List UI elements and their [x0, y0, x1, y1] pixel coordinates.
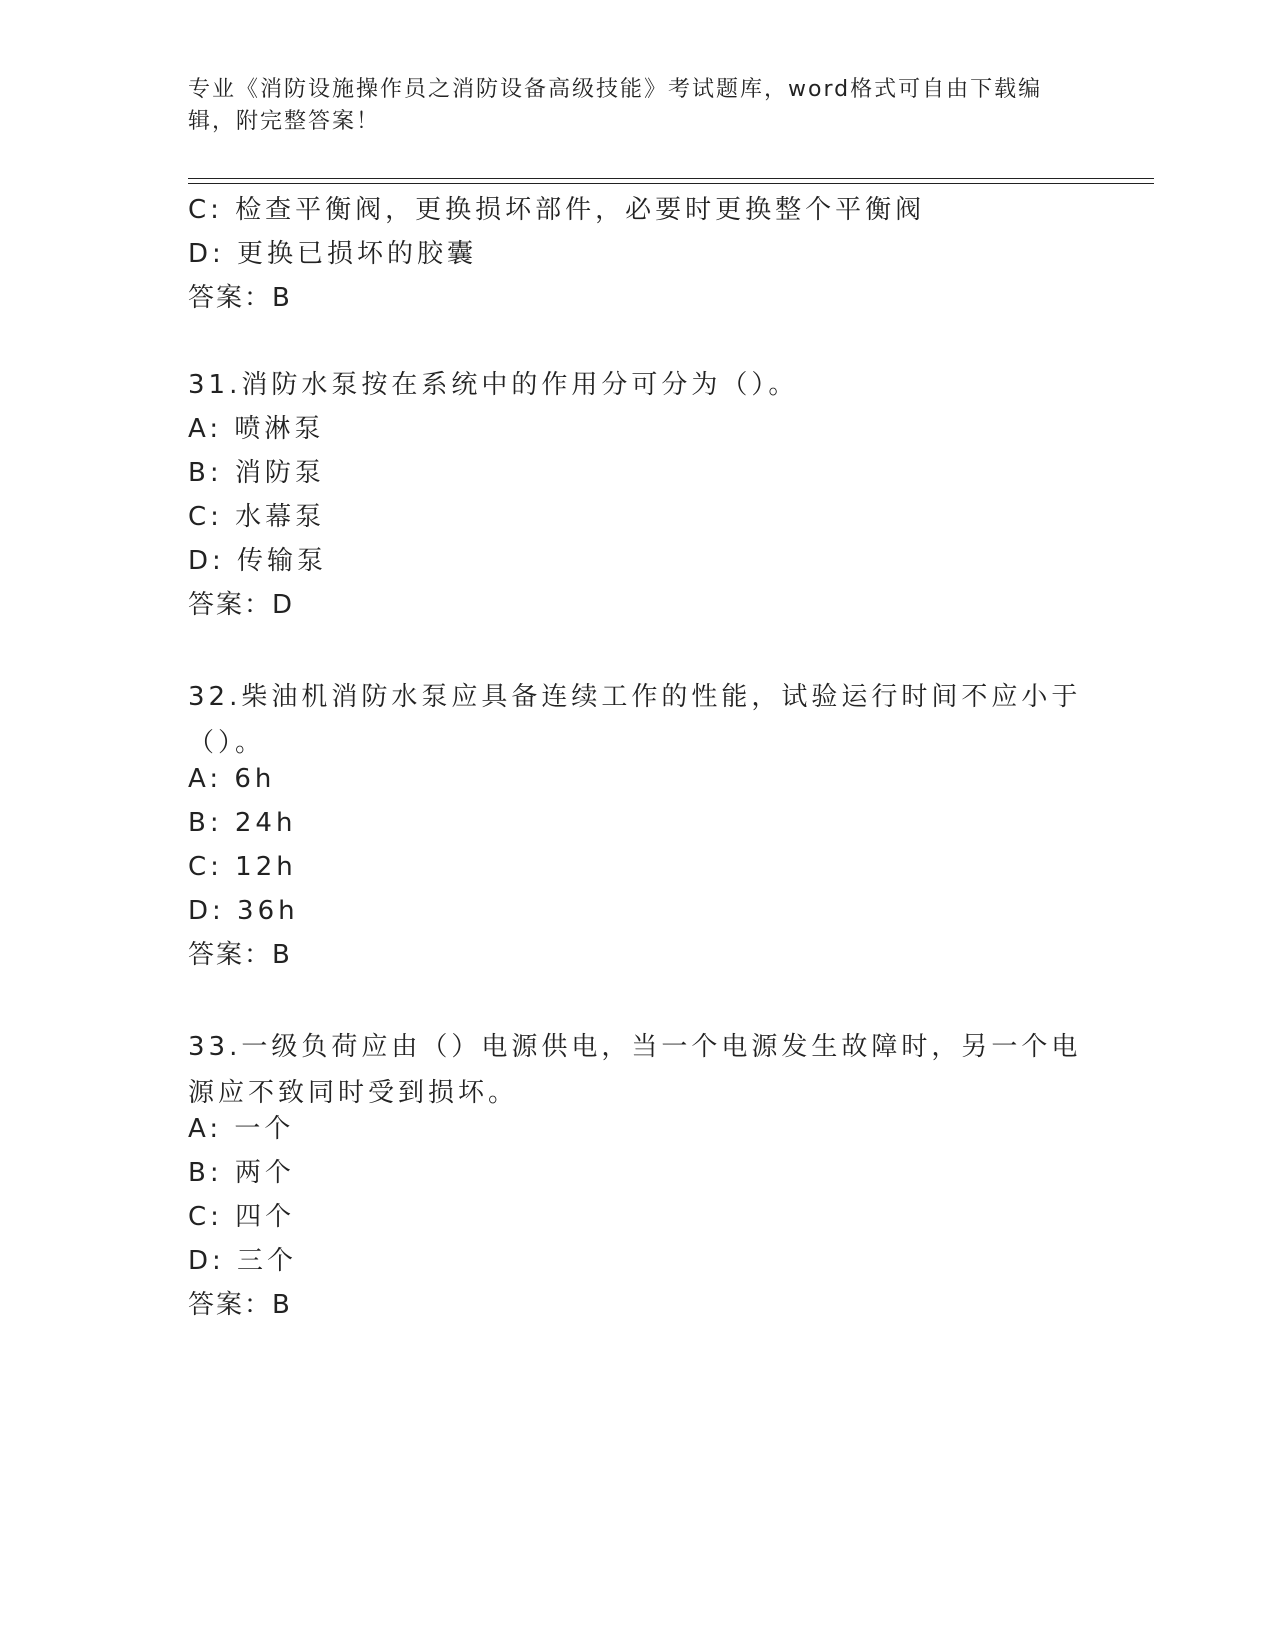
document-header: 专业《消防设施操作员之消防设备高级技能》考试题库，word格式可自由下载编辑，附完整答案！ — [188, 77, 1043, 134]
question-31-option-a: A: 喷淋泵 — [188, 414, 325, 444]
question-32-answer: 答案：B — [188, 940, 292, 970]
question-33-answer: 答案：B — [188, 1290, 292, 1320]
question-31-option-b: B: 消防泵 — [188, 458, 325, 488]
question-31-stem: 31.消防水泵按在系统中的作用分可分为（）。 — [188, 370, 799, 400]
question-32-option-b: B: 24h — [188, 808, 297, 838]
question-32-option-d: D: 36h — [188, 896, 299, 926]
question-33-option-b: B: 两个 — [188, 1158, 295, 1188]
question-31-option-c: C: 水幕泵 — [188, 502, 326, 532]
question-32-stem: 32.柴油机消防水泵应具备连续工作的性能，试验运行时间不应小于（）。 — [188, 682, 1082, 758]
question-33-option-c: C: 四个 — [188, 1202, 296, 1232]
question-33-option-d: D: 三个 — [188, 1246, 298, 1276]
question-32-option-a: A: 6h — [188, 764, 276, 794]
header-divider-top — [188, 178, 1154, 179]
option-c: C: 检查平衡阀，更换损坏部件，必要时更换整个平衡阀 — [188, 195, 926, 225]
option-d: D: 更换已损坏的胶囊 — [188, 239, 478, 269]
question-31-answer: 答案：D — [188, 590, 295, 620]
question-32-option-c: C: 12h — [188, 852, 297, 882]
answer-line: 答案：B — [188, 283, 292, 313]
question-33-stem: 33.一级负荷应由（）电源供电，当一个电源发生故障时，另一个电源应不致同时受到损坏。 — [188, 1032, 1082, 1108]
question-33-option-a: A: 一个 — [188, 1114, 295, 1144]
header-divider-bottom — [188, 183, 1154, 184]
question-31-option-d: D: 传输泵 — [188, 546, 328, 576]
